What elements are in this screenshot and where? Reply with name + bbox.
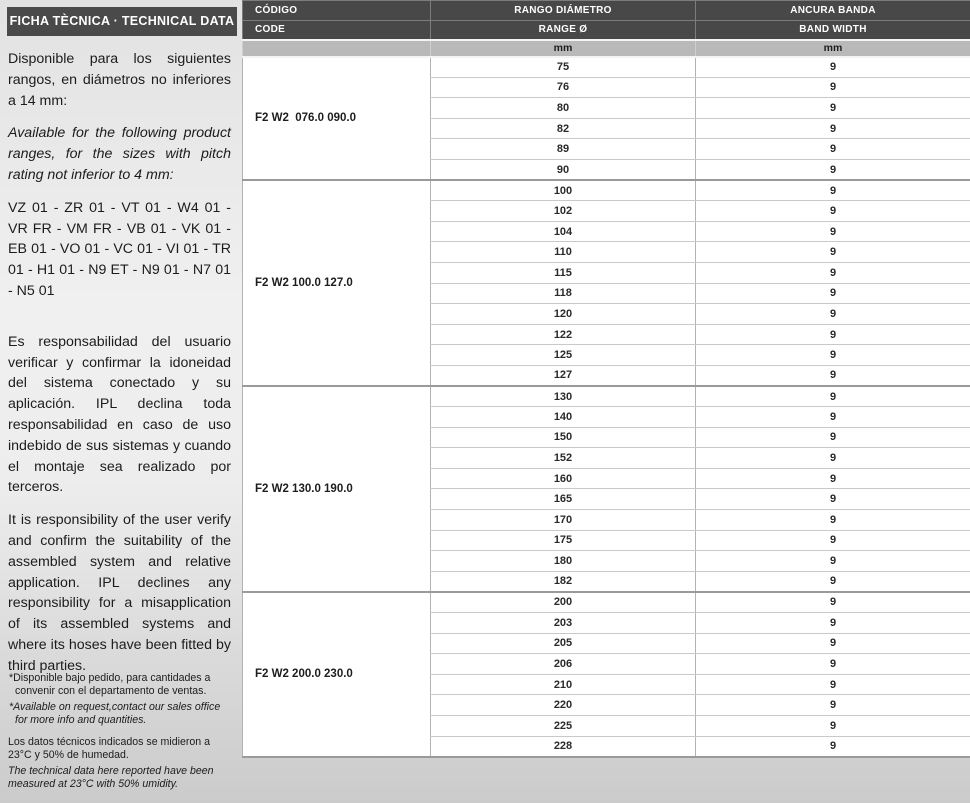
diameter-cell: 90 (431, 159, 696, 180)
diameter-cell: 122 (431, 324, 696, 345)
header-range: RANGE Ø (431, 21, 696, 40)
band-width-cell: 9 (696, 448, 970, 469)
diameter-cell: 125 (431, 345, 696, 366)
diameter-cell: 102 (431, 201, 696, 222)
diameter-cell: 127 (431, 365, 696, 386)
band-width-cell: 9 (696, 695, 970, 716)
diameter-cell: 76 (431, 77, 696, 98)
table-row (243, 180, 970, 201)
code-cell: F2 W2 100.0 127.0 (243, 180, 431, 386)
header-rango-diametro: RANGO DIÁMETRO (431, 1, 696, 21)
band-width-cell: 9 (696, 262, 970, 283)
sidebar-paragraph: It is responsibility of the user verify and confirm the suitability of the assembled system and relative application. IPL declines any responsibility for a misapplication of its assembled systems and where its hoses have been fitted by third parties. (8, 512, 231, 674)
diameter-cell: 205 (431, 633, 696, 654)
band-width-cell: 9 (696, 386, 970, 407)
diameter-cell: 115 (431, 262, 696, 283)
unit-mm-band: mm (696, 40, 970, 57)
sidebar-paragraph: VZ 01 - ZR 01 - VT 01 - W4 01 - VR FR - VM FR - VB 01 - VK 01 - EB 01 - VO 01 - VC 01 - VI 01 - TR 01 - H1 01 - N9 ET - N9 01 - N7 01 - N5 01 (8, 199, 231, 299)
sidebar-footnotes (8, 672, 230, 794)
band-width-cell: 9 (696, 242, 970, 263)
unit-mm-diameter: mm (431, 40, 696, 57)
sidebar-paragraph: Es responsabilidad del usuario verificar y confirmar la idoneidad del sistema conectado y su aplicación. IPL declina toda responsabilidad en caso de uso indebido de sus sistemas y cuando el montaje sea realizado por terceros. (8, 333, 231, 496)
sidebar-footnote: *Available on request,contact our sales office for more info and quantities. (9, 701, 221, 726)
diameter-cell: 165 (431, 489, 696, 510)
diameter-cell: 110 (431, 242, 696, 263)
diameter-cell: 120 (431, 304, 696, 325)
band-width-cell: 9 (696, 613, 970, 634)
diameter-cell: 210 (431, 674, 696, 695)
diameter-cell: 118 (431, 283, 696, 304)
diameter-cell: 160 (431, 468, 696, 489)
diameter-cell: 182 (431, 571, 696, 592)
band-width-cell: 9 (696, 324, 970, 345)
sidebar-paragraph: Available for the following product ranges, for the sizes with pitch rating not inferior to 4 mm: (8, 125, 231, 183)
band-width-cell: 9 (696, 571, 970, 592)
sidebar-paragraph: Disponible para los siguientes rangos, en diámetros no inferiores a 14 mm: (8, 51, 231, 109)
table-body (243, 57, 970, 757)
diameter-cell: 152 (431, 448, 696, 469)
band-width-cell: 9 (696, 716, 970, 737)
sidebar-footnote: *Disponible bajo pedido, para cantidades a convenir con el departamento de ventas. (9, 672, 211, 697)
header-codigo: CÓDIGO (243, 1, 431, 21)
table-header (243, 1, 970, 57)
band-width-cell: 9 (696, 592, 970, 613)
header-row-primary (243, 1, 970, 21)
diameter-cell: 180 (431, 551, 696, 572)
band-width-cell: 9 (696, 118, 970, 139)
diameter-cell: 130 (431, 386, 696, 407)
header-band-width: BAND WIDTH (696, 21, 970, 40)
diameter-cell: 203 (431, 613, 696, 634)
band-width-cell: 9 (696, 427, 970, 448)
band-width-cell: 9 (696, 736, 970, 757)
unit-row (243, 40, 970, 57)
band-width-cell: 9 (696, 530, 970, 551)
header-ancura-banda: ANCURA BANDA (696, 1, 970, 21)
diameter-cell: 100 (431, 180, 696, 201)
diameter-cell: 206 (431, 654, 696, 675)
band-width-cell: 9 (696, 57, 970, 78)
diameter-cell: 170 (431, 510, 696, 531)
technical-data-table (242, 0, 970, 758)
diameter-cell: 104 (431, 221, 696, 242)
diameter-cell: 140 (431, 407, 696, 428)
band-width-cell: 9 (696, 201, 970, 222)
band-width-cell: 9 (696, 365, 970, 386)
band-width-cell: 9 (696, 489, 970, 510)
band-width-cell: 9 (696, 139, 970, 160)
diameter-cell: 200 (431, 592, 696, 613)
band-width-cell: 9 (696, 283, 970, 304)
page-title: FICHA TÈCNICA · TECHNICAL DATA (7, 7, 237, 36)
band-width-cell: 9 (696, 77, 970, 98)
table-area (242, 0, 970, 758)
sidebar-paragraphs (8, 49, 231, 677)
band-width-cell: 9 (696, 510, 970, 531)
band-width-cell: 9 (696, 407, 970, 428)
sidebar-footnote: The technical data here reported have been measured at 23°C with 50% umidity. (8, 765, 214, 790)
diameter-cell: 220 (431, 695, 696, 716)
header-row-secondary (243, 21, 970, 40)
header-code: CODE (243, 21, 431, 40)
diameter-cell: 228 (431, 736, 696, 757)
table-row (243, 57, 970, 78)
diameter-cell: 75 (431, 57, 696, 78)
band-width-cell: 9 (696, 98, 970, 119)
band-width-cell: 9 (696, 180, 970, 201)
band-width-cell: 9 (696, 304, 970, 325)
table-row (243, 386, 970, 407)
band-width-cell: 9 (696, 221, 970, 242)
band-width-cell: 9 (696, 674, 970, 695)
code-cell: F2 W2 130.0 190.0 (243, 386, 431, 592)
unit-empty-cell (243, 40, 431, 57)
sidebar (0, 0, 240, 803)
diameter-cell: 175 (431, 530, 696, 551)
table-row (243, 592, 970, 613)
diameter-cell: 225 (431, 716, 696, 737)
diameter-cell: 89 (431, 139, 696, 160)
band-width-cell: 9 (696, 633, 970, 654)
code-cell: F2 W2 200.0 230.0 (243, 592, 431, 757)
band-width-cell: 9 (696, 654, 970, 675)
band-width-cell: 9 (696, 551, 970, 572)
code-cell: F2 W2 076.0 090.0 (243, 57, 431, 181)
diameter-cell: 82 (431, 118, 696, 139)
diameter-cell: 150 (431, 427, 696, 448)
diameter-cell: 80 (431, 98, 696, 119)
band-width-cell: 9 (696, 468, 970, 489)
sidebar-footnote: Los datos técnicos indicados se midieron a 23°C y 50% de humedad. (8, 736, 210, 761)
band-width-cell: 9 (696, 345, 970, 366)
band-width-cell: 9 (696, 159, 970, 180)
